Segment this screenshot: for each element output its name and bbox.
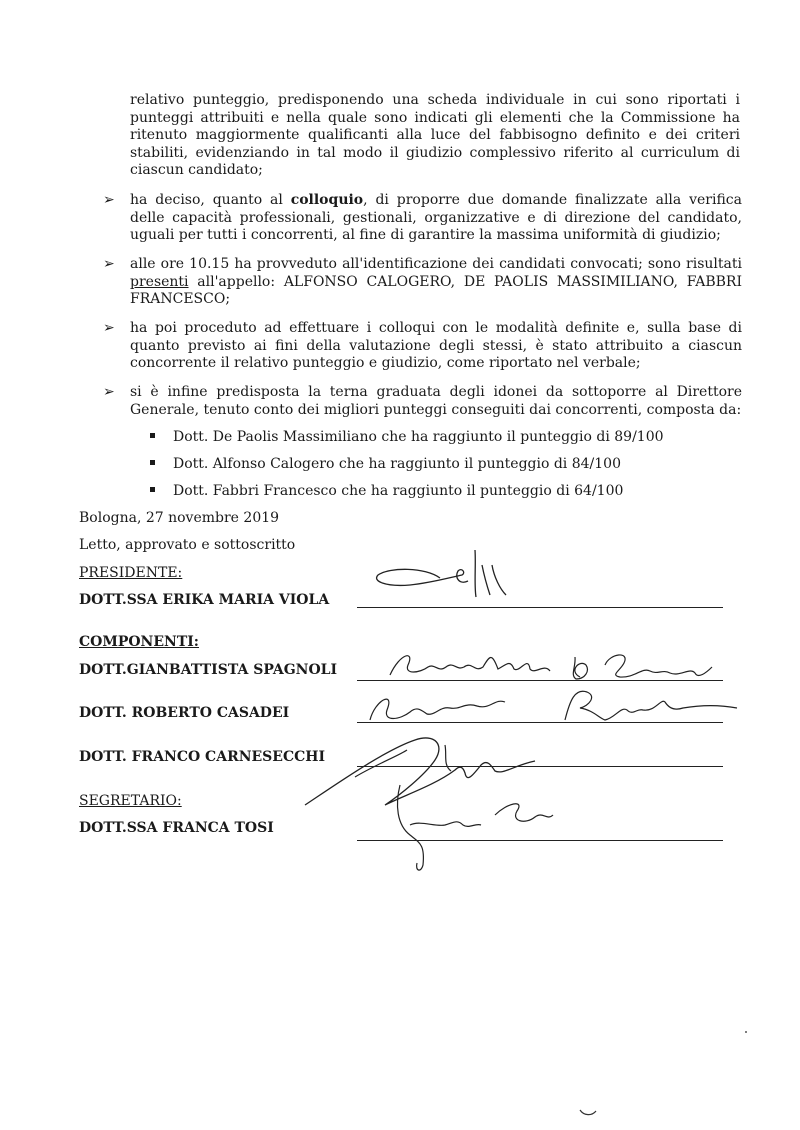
ranking-item: Dott. De Paolis Massimiliano che ha raggiunto il punteggio di 89/100 xyxy=(150,429,664,447)
scan-dot xyxy=(744,1030,748,1034)
president-signature-line xyxy=(357,607,723,608)
members-heading: COMPONENTI: xyxy=(79,634,199,650)
scan-mark xyxy=(578,1108,598,1118)
square-bullet-icon xyxy=(150,433,155,438)
approval-line: Letto, approvato e sottoscritto xyxy=(79,537,296,553)
secretary-heading: SEGRETARIO: xyxy=(79,793,182,809)
arrow-bullet-icon: ➢ xyxy=(103,320,115,336)
member-name: DOTT. ROBERTO CASADEI xyxy=(79,705,290,721)
presenti-underlined: presenti xyxy=(130,273,189,290)
president-name: DOTT.SSA ERIKA MARIA VIOLA xyxy=(79,592,330,608)
president-heading: PRESIDENTE: xyxy=(79,565,183,581)
arrow-bullet-icon: ➢ xyxy=(103,384,115,400)
arrow-bullet-icon: ➢ xyxy=(103,192,115,208)
president-signature xyxy=(370,545,520,605)
square-bullet-icon xyxy=(150,460,155,465)
colloquio-bold: colloquio xyxy=(290,192,364,208)
bullet-text: alle ore 10.15 ha provveduto all'identificazione dei candidati convocati; sono risultati presenti all'appello: ALFONSO CALOGERO, DE PAOLIS MASSIMILIANO, FABBRI FRANCESCO; xyxy=(130,256,742,307)
secretary-name: DOTT.SSA FRANCA TOSI xyxy=(79,820,274,836)
square-bullet-icon xyxy=(150,487,155,492)
bullet-text: si è infine predisposta la terna graduata degli idonei da sottoporre al Direttore Generale, tenuto conto dei migliori punteggi conseguiti dai concorrenti, composta da: xyxy=(130,384,742,418)
bullet-text: ha deciso, quanto al colloquio, di proporre due domande finalizzate alla verifica delle capacità professionali, gestionali, organizzative e di direzione del candidato, uguali per tutti i concorrenti, al fine di garantire la massima uniformità di giudizio; xyxy=(130,192,742,243)
member-name: DOTT.GIANBATTISTA SPAGNOLI xyxy=(79,662,338,678)
bullet-text: ha poi proceduto ad effettuare i colloqui con le modalità definite e, sulla base di quanto previsto ai fini della valutazione degli stessi, è stato attribuito a ciascun concorrente il relativo punteggio e giudizio, come riportato nel verbale; xyxy=(130,320,742,371)
ranking-item: Dott. Fabbri Francesco che ha raggiunto il punteggio di 64/100 xyxy=(150,483,623,501)
member-name: DOTT. FRANCO CARNESECCHI xyxy=(79,749,326,765)
carnesecchi-tosi-signature xyxy=(295,725,555,875)
ranking-item: Dott. Alfonso Calogero che ha raggiunto il punteggio di 84/100 xyxy=(150,456,621,474)
intro-paragraph: relativo punteggio, predisponendo una scheda individuale in cui sono riportati i punteggi attribuiti e nella quale sono indicati gli elementi che la Commissione ha ritenuto maggiormente qualificanti alla luce del fabbisogno definito e dei criteri stabiliti, evidenziando in tal modo il giudizio complessivo riferito al curriculum di ciascun candidato; xyxy=(130,92,740,178)
place-date: Bologna, 27 novembre 2019 xyxy=(79,510,280,526)
arrow-bullet-icon: ➢ xyxy=(103,256,115,272)
